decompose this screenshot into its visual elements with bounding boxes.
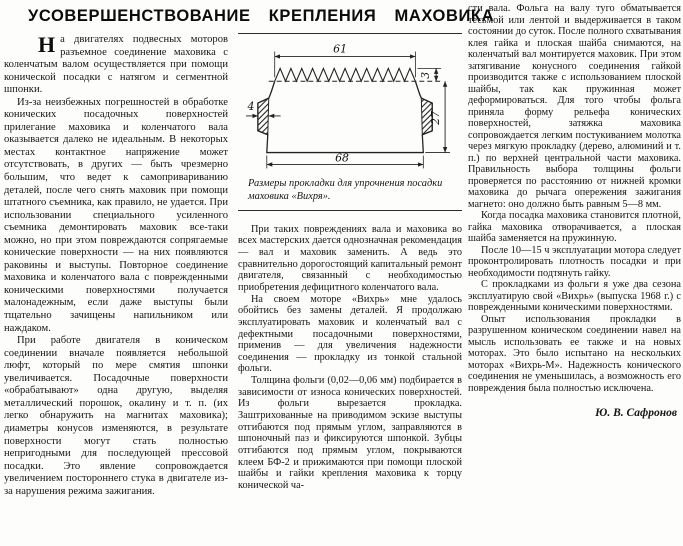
paragraph: С прокладками из фольги я уже два сезона эксплуатирую свой «Вихрь» (выпуска 1968 г.) с поврежденными коническими поверхностями. xyxy=(468,279,681,313)
figure-block xyxy=(238,33,462,211)
author-signature: Ю. В. Сафронов xyxy=(595,407,677,419)
paragraph-lead xyxy=(4,34,228,97)
paragraph: Опыт использования прокладки в разрушенном коническом соединении навел на мысль использовать ее также и на новых моторах. Это было испытано на нескольких моторах «Вихрь-М». Надежность конического соединения не уменьшилась, а возможность его повреждения была полностью исключена. xyxy=(468,313,681,394)
column-1 xyxy=(4,34,228,498)
paragraph: Толщина фольги (0,02—0,06 мм) подбирается в зависимости от износа конических поверхностей. Из фольги вырезается прокладка. Заштрихованные на приводимом эскизе выступы отгибаются под прямым углом, заправляются в шпоночный паз и фиксируются шпонкой. Зубцы отгибаются под прямым углом, покрываются клеем БФ-2 и прижимаются при помощи плоской шайбы и гайки крепления маховика к торцу конической ча- xyxy=(238,375,462,492)
paragraph-text: а двигателях подвесных моторов разъемное соединение маховика с коленчатым валом осуществляется при помощи конической посадки с натягом и сегментной шпонки. xyxy=(4,34,228,96)
column-2 xyxy=(238,33,462,492)
paragraph: При таких повреждениях вала и маховика во всех мастерских дается однозначная рекомендация — вал и маховик заменить. А ведь это сравнительно дорогостоящий капитальный ремонт двигателя, связанный с необходимостью приобретения дефицитного коленчатого вала. xyxy=(238,223,462,293)
paragraph: На своем моторе «Вихрь» мне удалось обойтись без замены деталей. Я продолжаю эксплуатировать маховик и коленчатый вал с дефектными посадочными поверхностями, применив — для увеличения надежности соединения — прокладку из тонкой стальной фольги. xyxy=(238,293,462,375)
dim4-label: 4 xyxy=(247,99,255,113)
gasket-teeth-edge xyxy=(275,68,416,81)
column-3 xyxy=(468,3,681,420)
dim68-label: 68 xyxy=(335,151,349,165)
figure-caption: Размеры прокладки для упрочнения посадки маховика «Вихря». xyxy=(248,178,443,202)
dropcap-letter: Н xyxy=(38,32,56,57)
paragraph: При работе двигателя в коническом соединении вначале появляется небольшой люфт, который по мере смятия шпонки увеличивается. Посадочные поверхности «обрабатывают» одна другую, выделяя металлический порошок, окалину и т. п. (их легко обнаружить на магнитах маховика); диаметры конусов изменяются, в результате поверхности могут стать полностью непригодными для последующей прессовой посадки. Это явление сопровождается увеличением постороннего стука в двигателе из-за нарушения режима зажигания. xyxy=(4,335,228,497)
dim27-label: 27 xyxy=(429,110,443,125)
dim61-label: 61 xyxy=(333,42,348,56)
gasket-outline xyxy=(258,81,432,152)
paragraph-continuation: сти вала. Фольга на валу туго обматывается тесьмой или лентой и выдерживается в таком состоянии до суток. После полного схватывания клея гайка и плоская шайба снимаются, на коленчатый вал монтируется маховик. При этом затягивание конусного соединения гайкой производится также с использованием плоской шайбы, так как пружинная может деформироваться. Для того чтобы фольга приняла форму рельефа конических поверхностей, затяжка маховика сопровождается легким постукиванием молотка через мягкую прокладку (дерево, алюминий и т. п.) по верхней центральной части маховика. Правильность выбора толщины фольги проверяется по расстоянию от нижней кромки маховика до рычага опережения зажигания магнето: оно должно быть равным 5—8 мм. xyxy=(468,3,681,210)
left-hatched-tab xyxy=(258,98,269,135)
article-title: УСОВЕРШЕНСТВОВАНИЕ КРЕПЛЕНИЯ МАХОВИКА xyxy=(28,7,495,25)
paragraph: Из-за неизбежных погрешностей в обработке конических посадочных поверхностей прилегание маховика и коленчатого вала оказывается далеко не идеальным. В некоторых местах контактное напряжение может отсутствовать, в других — быть чрезмерно большим, что ведет к самопривариванию деталей, после чего снять маховик при помощи штатного съемника, как правило, не удается. При использовании специального усиленного съемника демонтировать маховик все-таки можно, но при этом повреждаются сопрягаемые конические поверхности — на них появляются раковины и выступы. Повторное соединение маховика и коленчатого вала с поврежденными коническими поверхностями получается малонадежным, если даже выступы были тщательно зачищены напильником или наждаком. xyxy=(4,96,228,334)
paragraph: После 10—15 ч эксплуатации мотора следует проконтролировать плотность посадки и при необходимости подтянуть гайку. xyxy=(468,244,681,279)
dim3-label: 3 xyxy=(419,71,433,79)
gasket-dimension-drawing xyxy=(245,41,455,173)
paragraph: Когда посадка маховика становится плотной, гайка маховика отворачивается, а плоская шайба заменяется на пружинную. xyxy=(468,210,681,244)
